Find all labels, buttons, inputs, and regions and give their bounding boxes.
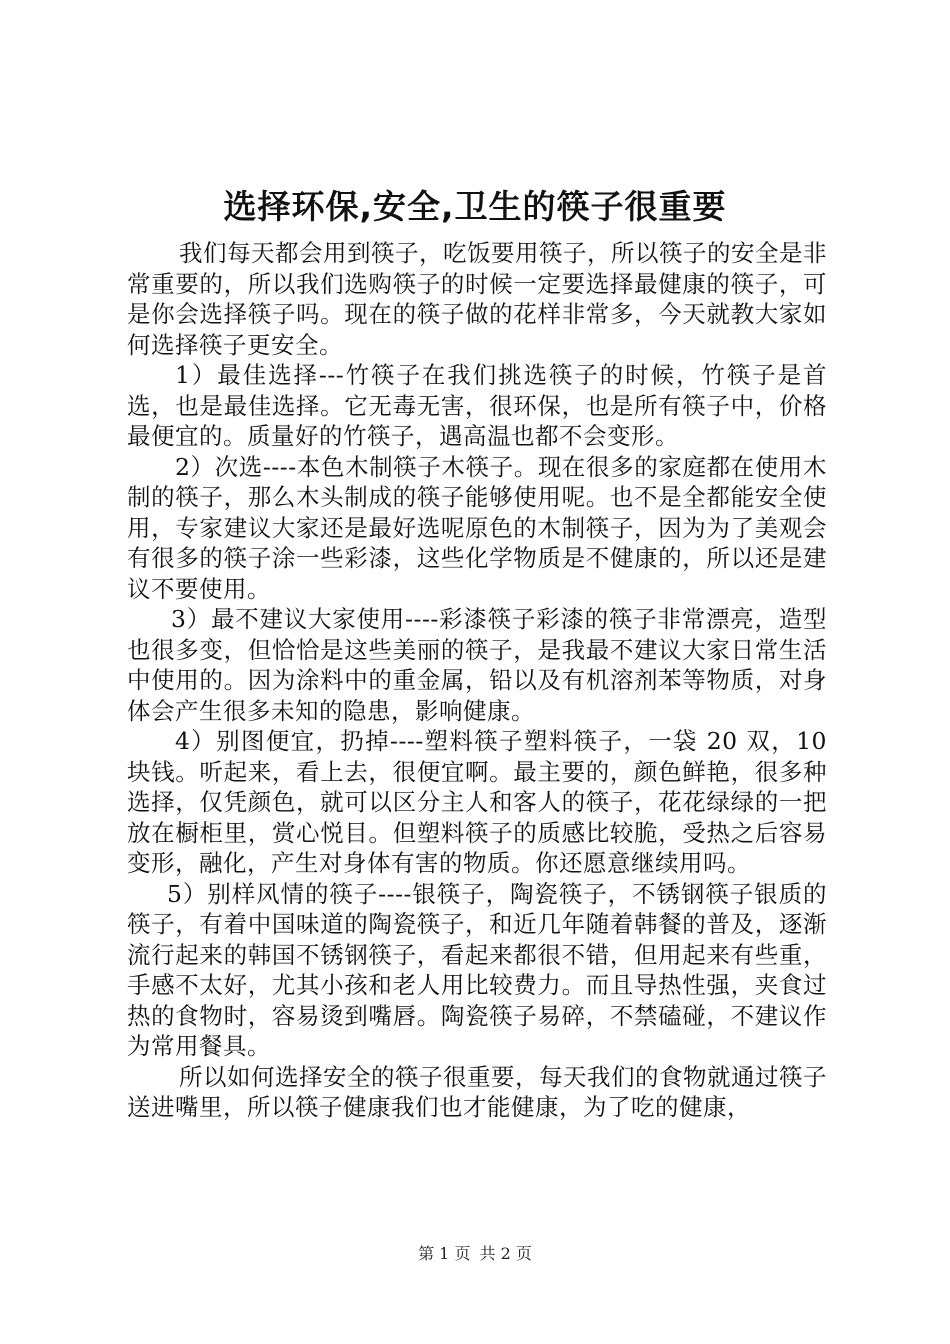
paragraph-bamboo: 1）最佳选择---竹筷子在我们挑选筷子的时候，竹筷子是首选，也是最佳选择。它无毒无害，很环保，也是所有筷子中，价格最便宜的。质量好的竹筷子，遇高温也都不会变形。 <box>127 361 827 450</box>
intro-paragraph: 我们每天都会用到筷子，吃饭要用筷子，所以筷子的安全是非常重要的，所以我们选购筷子的时候一定要选择最健康的筷子，可是你会选择筷子吗。现在的筷子做的花样非常多，今天就教大家如何选择筷子更安全。 <box>127 239 827 359</box>
paragraph-plastic: 4）别图便宜，扔掉----塑料筷子塑料筷子，一袋 20 双，10 块钱。听起来，看上去，很便宜啊。最主要的，颜色鲜艳，很多种选择，仅凭颜色，就可以区分主人和客人的筷子，花花绿绿的一把放在橱柜里，赏心悦目。但塑料筷子的质感比较脆，受热之后容易变形，融化，产生对身体有害的物质。你还愿意继续用吗。 <box>127 727 827 877</box>
page-total: 共 2 页 <box>479 1244 532 1263</box>
page-footer <box>0 1243 950 1265</box>
document-body <box>127 238 827 1123</box>
conclusion-paragraph: 所以如何选择安全的筷子很重要，每天我们的食物就通过筷子送进嘴里，所以筷子健康我们也才能健康，为了吃的健康， <box>127 1062 827 1121</box>
document-title: 选择环保,安全,卫生的筷子很重要 <box>223 187 727 226</box>
paragraph-lacquer: 3）最不建议大家使用----彩漆筷子彩漆的筷子非常漂亮，造型也很多变，但恰恰是这些美丽的筷子，是我最不建议大家日常生活中使用的。因为涂料中的重金属，铅以及有机溶剂苯等物质，对身体会产生很多未知的隐患，影响健康。 <box>127 605 827 725</box>
paragraph-wood: 2）次选----本色木制筷子木筷子。现在很多的家庭都在使用木制的筷子，那么木头制成的筷子能够使用呢。也不是全都能安全使用，专家建议大家还是最好选呢原色的木制筷子，因为为了美观会有很多的筷子涂一些彩漆，这些化学物质是不健康的，所以还是建议不要使用。 <box>127 452 827 603</box>
page-number: 第 1 页 <box>418 1244 471 1263</box>
paragraph-other: 5）别样风情的筷子----银筷子，陶瓷筷子，不锈钢筷子银质的筷子，有着中国味道的陶瓷筷子，和近几年随着韩餐的普及，逐渐流行起来的韩国不锈钢筷子，看起来都很不错，但用起来有些重，手感不太好，尤其小孩和老人用比较费力。而且导热性强，夹食过热的食物时，容易烫到嘴唇。陶瓷筷子易碎，不禁磕碰，不建议作为常用餐具。 <box>127 879 827 1060</box>
